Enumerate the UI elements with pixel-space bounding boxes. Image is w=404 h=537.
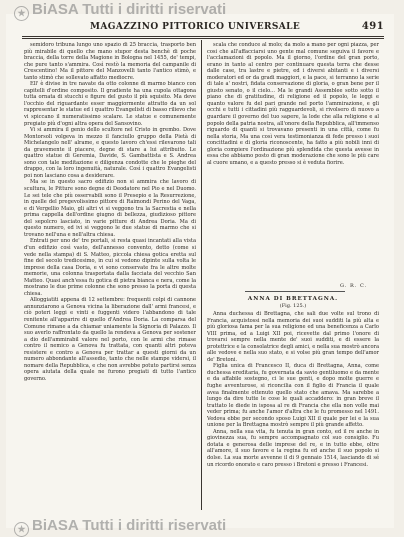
watermark-text: BiASA Tutti i diritti riservati: [32, 517, 227, 534]
paragraph: Anna duchessa di Brettagna, che sali due volte sul trono di Francia, acquistossi nella memoria dei suoi sudditi la più alta e più gloriosa fama per la sua religione ed una beneficenza a Carlo VIII prima, ed a Luigi XII poi, ricevette dal primo l'onore di trovarsi sempre nella mente de' suoi sudditi, e di essere la protettrice e la consolatrice degli amici, e nella sua mostrò ancora alle vedove e nella suo stato, e si volse più gran tempo dell'amor de' Bretoni.: [207, 311, 379, 363]
right-column-top: [207, 42, 379, 280]
page-number: 491: [361, 21, 384, 32]
magazine-title: MAGAZZINO PITTORICO UNIVERSALE: [90, 22, 301, 32]
right-column-bottom: [207, 311, 379, 516]
paragraph: Anna, nella sua vita, fu tenuta in gran conto, ed il re anche in giovinezza sua, fu sempre accompagnato col suo consiglio. Fu dotata e generosa delle imprese del re, e in tutto ebbe, oltre all'amore, il suo favore e la regina fu ed anche il suo popolo si dolse. La sua morte avvenne il di 9 gennaio 1514, lasciando di sé un ricordo onorato e caro presso i Bretoni e presso i Francesi.: [207, 428, 379, 468]
paragraph: Ma se in questo sacro edifizio non si ammira che lavoro di scultura, le Pitture sono degne di Deodatore nel Pio e nel Duomo. Le sei tele che più osservabili sono il Presepio e la Resurrezione, in quelle del pregevolissimo pittore di Raimondi Perino del Vaga, e di Vergellio Maio, gli altri vi si veggono tra la Sacrestia e nella prima cappella dell'ordine giugno di bellezza, giudizioso pittore del sepolcro lasciato, in varie pitture di Andrea Doria. Ma di questo numero, ed ivi si veggono le due statue di marmo che si trovano nell'una e nell'altra chiesa.: [24, 179, 196, 238]
paragraph: Ell' è divise in tre navate da otto colonne di marmo bianco con capitelli d'ordine composito. Il gradiente ha una cupola ottagona tutta ornata di stucchi e figure del gusto il più squisito. Ma deve l'occhio del riguardante esser maggiormente attratto da un sol rappresentar le statue ed i quattro Evangelisti di basso rilievo che vi spiccano il numeratissimo scalare. Le statue e comunemente pregiato più d'ogni altra opera del Sansovino.: [24, 81, 196, 127]
paragraph: Entrati per uno de' tre portali, si resta quasi incantati alla vista d'un edifizio così vasto, dell'annesso convento, detto (come si vede nella stampa) di S. Matteo, piccola chiesa gotica eretta sul fine del secolo tredicesimo, in cui si vedono dipinte sulla volta le imprese della casa Doria, e vi sono conservate fra le altre molte memorie, una colonna trasportata dalla facciata del vecchio San Matteo. Quasi anch'essa fu gotica di pietra bianca e nera, come la mostrano le due prime colonne che sono presso la porta di questa chiesa.: [24, 238, 196, 297]
seal-icon: ★: [14, 522, 29, 537]
paragraph: Vi si ammira il genio dello scultore nel Cristo in grembo. Dove Montorsoli volgeva in mezzo il fanciullo gruppo della Pietà di Michelangelo nell' alrame, e questo lavoro ch'essi rilevarono tali da gravemente il piacere, degne di stare a lui attribuito. Le quattro statue di Geremia, Davide, S. Gambattista e S. Andrea sono con tale meditazione e diligenza condotte che le pieghe del drappo, con la loro ingenuità, naturale. Così i quattro Evangelisti poi non lasciano cosa a desiderare.: [24, 127, 196, 179]
figure-reference: (Fig. 125.): [279, 303, 307, 309]
page-header: [22, 20, 384, 34]
watermark-top: [14, 1, 226, 21]
left-column: [24, 42, 196, 510]
header-rule: [22, 36, 384, 37]
paragraph: Alloggiatiti appena di 12 settembre: frequenti colpi di cannone annunziarono a Genova vicina la liberazione dall' armi francesi, e ciò poteri leggi e vinti e fuggenti videro l'abbandono di tale renitente all'apparire di quello d'Andrea Doria. La comparsa del Comune rimane a da chiamar uniamente la Signoria di Palazzo. Il suo averlo raffrontato da quello la rendeva a Genova per sostener a dio dell'ammirabil valore nel porto, con le armi che rimase contro il nemico a Genova fu trattata, con quanti altri poteva resistere e contro a Genova per trattar a questi giorni da un numero abbondante all'assedio, tanto che nelle stampe vidersi, il nomare della Repubblica, e che non avrebbe potuto partirsi senza opera aiutata della quale ne furono pregiati di tutto l'antico governo.: [24, 297, 196, 382]
section-rule: [245, 291, 345, 292]
watermark-bottom: [14, 517, 226, 537]
paragraph: Figlia unica di Francesco II, duca di Brettagna, Anna, come duchessa ereditaria, fu governata da savio gentiluomo e da mente e da affabile sostegno, ci le sue genti, e dopo molte guerre e fughe avventurose, si riconcilia con il figlio di Francia il quale avea finalmente ottenuto quello stato che amava. Ma sarebbe a lungo da dire tutte le cose le quali accaddero: in gran breve il trattato le diede in isposa al re di Francia che ella non volle mai veder prima; fu anche l'amor d'altra che le fu promesso nel 1491. Vedova ebbe per secondo sposo Luigi XII il quale per lei e la sua unione per la Brettagna mostrò sempre il più grande affetto.: [207, 363, 379, 429]
header-rule-thin: [22, 38, 384, 39]
column-divider: [201, 40, 202, 510]
paragraph: semidoro tribuna lungo uno spazio di 25 braccia, trasporto ben più mirabile di quello che mano stupor desta benchè di poche braccia, della torre della Magione in Bologna nel 1455, de' tempi, che pure tanto s'ammira. Così restò la memoria del campanile di Crescentino! Ma il pittore del Manzovelli tanto l'antico stimò, e tanto stimò che sollevato affatto mediocre.: [24, 42, 196, 81]
seal-icon: ★: [14, 6, 29, 21]
section-title: ANNA DI BRETTAGNA.: [247, 296, 339, 302]
author-signature: G. R. C.: [340, 283, 368, 289]
paragraph: scala che conduce al molo; da molo a mano per ogni piazza, per cosi che all'affacciarsi uno gente mal comune seguiva il favore e l'acclamazioni di popolo. Ma il giorno, l'ordine del gran porto, erano in tanto al centro per continuare questa terra che desse dalle case, tra lastre e pietre, ed i diversi abitanti e i diversi moderatori ed or da gradi maggiori, e la pace, si terranno la serie di tale a' nostri, fidata conservazione di gloria, o gran bene per il giusto senato, o il cielo... Ma le grandi Assemblee sotto sotto il piano che di gratitudine, di religione ed il popolo, le leggi e quanto valore fu del pari grande nel porto l'ammirazione, e gli occhi e tutti i cittadini più ragguardevoli, si rivolsero di nuovo a guardare il governo del tuo sapere, la lode che alla religione e al popolo della patria nostra, all'onore della Repubblica, all'immenso riguardo di quanti si trovavano presenti in una città, come fu nella storia, Ma una così vera testimonianza di fede presso i suoi concittadini e di gloria riconoscente, ha fatto a più nobili inni di gloria compiere l'ordinazione più splendida che questa avesse in essa che abbiamo posto di gran moderazione che sono le più care al cuore umano, e a questo presso si è veduta fiorire.: [207, 42, 379, 166]
watermark-text: BiASA Tutti i diritti riservati: [32, 1, 227, 18]
